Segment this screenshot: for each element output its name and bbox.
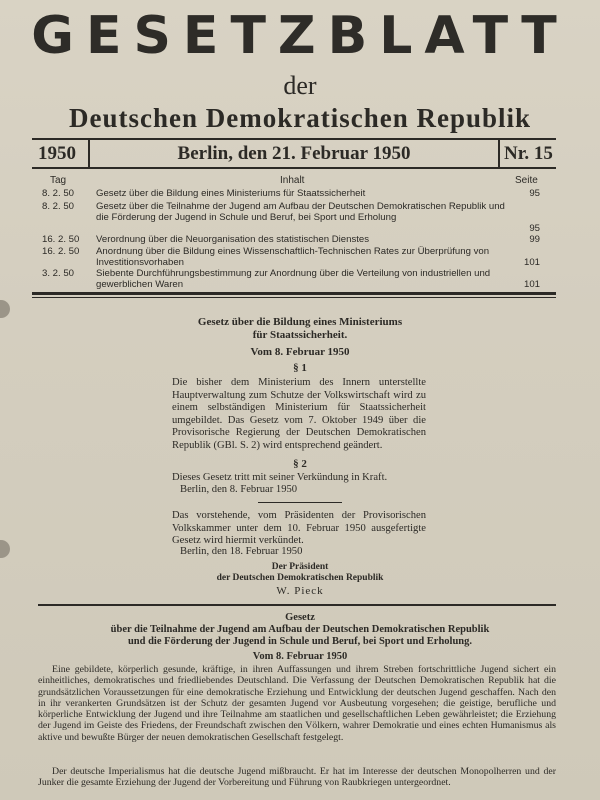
- section-rule: [38, 604, 556, 606]
- issue-place-date: Berlin, den 21. Februar 1950: [177, 143, 411, 164]
- issue-year: 1950: [38, 143, 76, 164]
- law2-title-line1: Gesetz: [285, 612, 315, 623]
- law1-promulgation-place: Berlin, den 18. Februar 1950: [180, 546, 303, 557]
- signer-name: W. Pieck: [276, 585, 324, 597]
- law2-para1: Eine gebildete, körperlich gesunde, kräftige, in ihren Auffassungen und ihrem Streben fortschrittliche Jugend sichert ein einheitliches, demokratisches und friedliebendes Deutschland. Die Verfassung der Deutschen Demokratischen Republik hat die grundsätzlichen Voraussetzungen für eine demokratische Erziehung und Entwicklung der deutschen Jugend geschaffen. Nach den in ihr verankerten Grundsätzen ist der Schutz der gesamten Jugend vor Ausbeutung vorgesehen; die geistige, berufliche und körperliche Entwicklung der Jugend und ihre Teilnahme am staatlichen und gesellschaftlichen Leben gewährleistet; die Erziehung der Jugend im Geiste des Friedens, der Freundschaft zwischen den Völkern, wahrer Demokratie und eines echten Humanismus als aktive und bewußte Bürger der neuen demokratischen Gesellschaft festgelegt.: [38, 664, 556, 743]
- masthead-der: der: [283, 71, 317, 100]
- punch-hole: [0, 540, 10, 558]
- toc-entry: [42, 246, 558, 268]
- law2-date: Vom 8. Februar 1950: [252, 651, 348, 662]
- law1-par2-text: Dieses Gesetz tritt mit seiner Verkündung in Kraft.: [172, 472, 388, 483]
- toc-entry: [42, 201, 558, 234]
- toc-col-inhalt: Inhalt: [280, 175, 305, 186]
- toc-entry-page: 95: [529, 188, 540, 199]
- issue-number: Nr. 15: [504, 143, 553, 164]
- toc-col-tag: Tag: [50, 175, 67, 186]
- toc-entry: [42, 234, 558, 245]
- toc-entry-page: 101: [523, 257, 540, 268]
- law1-title-line1: Gesetz über die Bildung eines Ministeriums: [197, 316, 403, 328]
- law1-par2-mark: § 2: [293, 458, 307, 470]
- toc-entry-text: Anordnung über die Bildung eines Wissenschaftlich-Technischen Rates zur Überprüfung von Investitionsvorhaben: [96, 246, 490, 268]
- separator: [258, 502, 342, 503]
- toc-entry-date: 3. 2. 50: [42, 268, 75, 279]
- toc-entry-page: 99: [529, 234, 540, 245]
- toc-entry-text: Gesetz über die Teilnahme der Jugend am Aufbau der Deutschen Demokratischen Republik und die Förderung der Jugend in Schule und Beruf, bei Sport und Erholung: [96, 201, 505, 223]
- toc-entry-date: 16. 2. 50: [42, 234, 80, 245]
- toc-entry-text: Gesetz über die Bildung eines Ministeriums für Staatssicherheit: [96, 188, 366, 199]
- toc-entry: [42, 268, 558, 290]
- law1-par1-mark: § 1: [293, 362, 307, 374]
- toc-entry-page: 101: [523, 279, 540, 290]
- toc-col-seite: Seite: [515, 175, 538, 186]
- toc-entry-page: 95: [529, 223, 540, 234]
- issue-rule-bottom: [32, 167, 556, 169]
- toc-rule: [32, 297, 556, 298]
- toc-entry-date: 8. 2. 50: [42, 188, 75, 199]
- law1-promulgation: Das vorstehende, vom Präsidenten der Provisorischen Volkskammer unter dem 10. Februar 1950 ausgefertigte Gesetz wird hiermit verkündet.: [172, 510, 426, 546]
- toc-entry-date: 16. 2. 50: [42, 246, 80, 257]
- law1-title-line2: für Staatssicherheit.: [252, 329, 348, 341]
- signer-title2: der Deutschen Demokratischen Republik: [216, 573, 384, 583]
- law1-par1-text: Die bisher dem Ministerium des Innern unterstellte Hauptverwaltung zum Schutze der Volkswirtschaft wird zu einem selbständigen Ministerium für Staatssicherheit umgebildet. Das Gesetz vom 7. Oktober 1949 über die Provisorische Regierung der Deutschen Demokratischen Republik (GBl. S. 2) wird entsprechend geändert.: [172, 377, 426, 451]
- toc-rule: [32, 292, 556, 295]
- issue-divider: [498, 140, 500, 167]
- law2-title-line3: und die Förderung der Jugend in Schule und Beruf, bei Sport und Erholung.: [127, 636, 473, 647]
- toc-entry-text: Verordnung über die Neuorganisation des statistischen Dienstes: [96, 234, 370, 245]
- masthead-title: GESETZBLATT: [31, 6, 569, 66]
- law1-par2-place: Berlin, den 8. Februar 1950: [180, 484, 298, 495]
- masthead-subtitle: Deutschen Demokratischen Republik: [68, 103, 532, 133]
- issue-rule-top: [32, 138, 556, 140]
- toc-entry-date: 8. 2. 50: [42, 201, 75, 212]
- toc-entry-text: Siebente Durchführungsbestimmung zur Anordnung über die Verteilung von industriellen und gewerblichen Waren: [96, 268, 491, 290]
- toc-entry: [42, 188, 558, 199]
- signer-title1: Der Präsident: [271, 562, 329, 572]
- law1-date: Vom 8. Februar 1950: [250, 346, 350, 358]
- law2-para2: Der deutsche Imperialismus hat die deutsche Jugend mißbraucht. Er hat im Interesse der deutschen Monopolherren und der Junker die gesamte Erziehung der Jugend der Vorbereitung und Führung von Raubkriegen untergeordnet.: [38, 766, 556, 789]
- law2-title-line2: über die Teilnahme der Jugend am Aufbau der Deutschen Demokratischen Republik: [110, 624, 490, 635]
